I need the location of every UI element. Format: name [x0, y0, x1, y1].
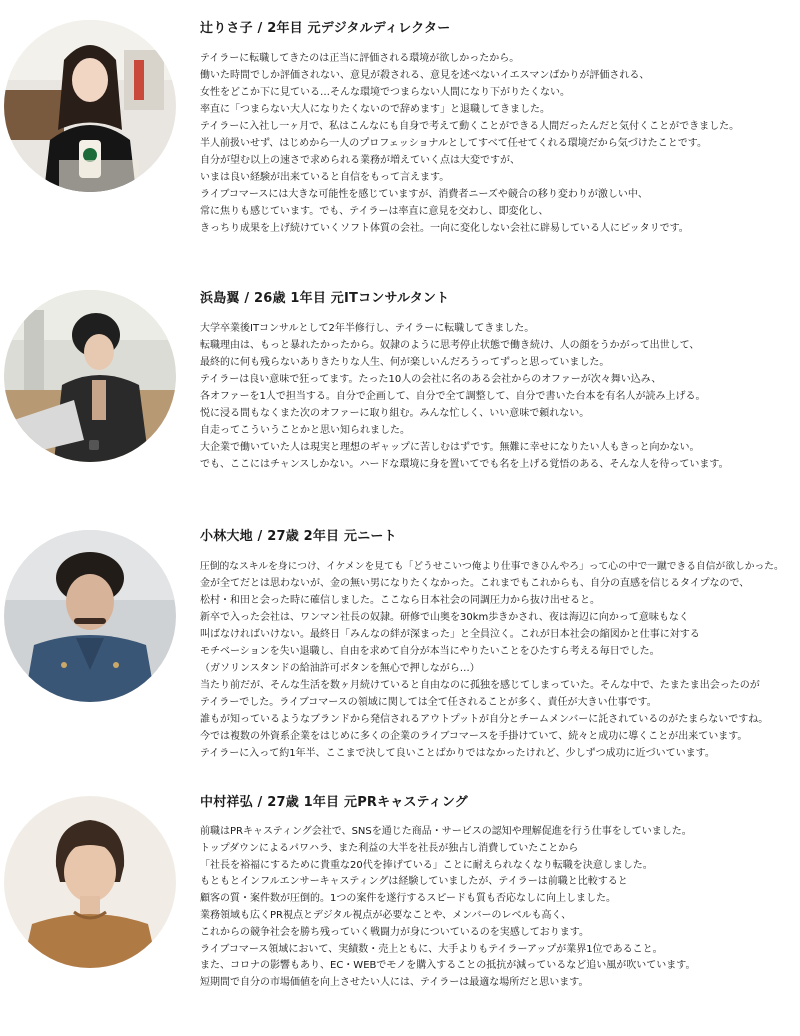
avatar-photo-man-tshirt	[4, 796, 176, 968]
bio-line: 短期間で自分の市場価値を向上させたい人には、テイラーは最適な場所だと思います。	[200, 977, 589, 989]
avatar-photo-woman	[4, 20, 176, 192]
bio-line: 圧倒的なスキルを身につけ、イケメンを見ても「どうせこいつ俺より仕事できひんやろ」って心の中で一蹴できる自信が欲しかった。	[200, 561, 784, 572]
member-bio	[200, 50, 790, 237]
bio-line: モチベーションを失い退職し、自由を求めて自分が本当にやりたいことをひたすら考える毎日でした。	[200, 646, 660, 657]
member-name: 中村祥弘 / 27歳 1年目 元PRキャスティング	[200, 795, 468, 810]
bio-line: 当たり前だが、そんな生活を数ヶ月続けていると自由なのに孤独を感じてしまっていた。そんな中で、たまたま出会ったのが	[200, 680, 760, 691]
bio-line: これからの競争社会を勝ち残っていく戦闘力が身についているのを実感しております。	[200, 926, 589, 938]
bio-line: 自分が望む以上の速さで求められる業務が増えていく点は大変ですが、	[200, 155, 520, 166]
profile-content	[200, 792, 790, 992]
member-bio	[200, 824, 790, 992]
bio-line: 大学卒業後ITコンサルとして2年半修行し、テイラーに転職してきました。	[200, 323, 535, 334]
bio-line: きっちり成果を上げ続けていくソフト体質の会社。一向に変化しない会社に辟易している人にピッタリです。	[200, 223, 689, 234]
bio-line: 最終的に何も残らないありきたりな人生、何が楽しいんだろうってずっと思っていました。	[200, 357, 610, 368]
member-name: 辻りさ子 / 2年目 元デジタルディレクター	[200, 21, 451, 36]
bio-line: 新卒で入った会社は、ワンマン社長の奴隷。研修で山奥を30km歩きかされ、夜は海辺に向かって意味もなく	[200, 612, 689, 623]
bio-line: 率直に「つまらない大人になりたくないので辞めます」と退職してきました。	[200, 104, 550, 115]
bio-line: 誰もが知っているようなブランドから発信されるアウトプットが自分とチームメンバーに託されているのがたまらないですね。	[200, 714, 769, 725]
member-name: 浜島翼 / 26歳 1年目 元ITコンサルタント	[200, 291, 450, 306]
bio-line: （ガソリンスタンドの給油許可ボタンを無心で押しながら…）	[200, 663, 480, 674]
avatar-photo-man-laptop	[4, 290, 176, 462]
bio-line: 顧客の質・案件数が圧倒的。1つの案件を遂行するスピードも質も否応なしに向上しました。	[200, 893, 616, 905]
bio-line: もともとインフルエンサーキャスティングは経験していましたが、テイラーは前職と比較すると	[200, 876, 628, 888]
profile-content	[200, 288, 790, 473]
bio-line: テイラーでした。ライブコマースの領域に関しては全て任されることが多く、責任が大きい仕事です。	[200, 697, 657, 708]
profile-content	[200, 18, 790, 237]
member-bio	[200, 320, 790, 473]
bio-line: 働いた時間でしか評価されない、意見が殺される、意見を述べないイエスマンばかりが評価される、	[200, 70, 650, 81]
avatar	[4, 530, 176, 702]
bio-line: 今では複数の外資系企業をはじめに多くの企業のライブコマースを手掛けていて、続々と成功に導くことが出来ています。	[200, 731, 748, 742]
avatar	[4, 290, 176, 462]
bio-line: テイラーは良い意味で狂ってます。たった10人の会社に名のある会社からのオファーが次々舞い込み、	[200, 374, 662, 385]
bio-line: 悦に浸る間もなくまた次のオファーに取り組む。みんな忙しく、いい意味で頼れない。	[200, 408, 590, 419]
bio-line: ライブコマース領域において、実績数・売上ともに、大手よりもテイラーアップが業界1位であること。	[200, 943, 663, 955]
bio-line: 各オファーを1人で担当する。自分で企画して、自分で全て調整して、自分で書いた台本を有名人が読み上げる。	[200, 391, 706, 402]
profile-content	[200, 526, 790, 762]
avatar-photo-man-denim	[4, 530, 176, 702]
bio-line: いまは良い経験が出来ていると自信をもって言えます。	[200, 172, 450, 183]
avatar	[4, 20, 176, 192]
bio-line: 前職はPRキャスティング会社で、SNSを通じた商品・サービスの認知や理解促進を行う仕事をしていました。	[200, 826, 692, 837]
bio-line: テイラーに入社し一ヶ月で、私はこんなにも自身で考えて動くことができる人間だったんだと気付くことができました。	[200, 121, 740, 132]
bio-line: ライブコマースには大きな可能性を感じていますが、消費者ニーズや競合の移り変わりが激しい中、	[200, 189, 648, 200]
bio-line: テイラーに転職してきたのは正当に評価される環境が欲しかったから。	[200, 53, 520, 64]
bio-line: 業務領域も広くPR視点とデジタル視点が必要なことや、メンバーのレベルも高く、	[200, 909, 572, 921]
bio-line: また、コロナの影響もあり、EC・WEBでモノを購入することの抵抗が減っているなど追い風が吹いています。	[200, 960, 696, 972]
bio-line: 転職理由は、もっと暴れたかったから。奴隷のように思考停止状態で働き続け、人の顔をうかがって出世して、	[200, 340, 700, 351]
bio-line: 女性をどこか下に見ている…そんな環境でつまらない人間になり下がりたくない。	[200, 87, 570, 98]
avatar	[4, 796, 176, 968]
bio-line: 大企業で働いていた人は現実と理想のギャップに苦しむはずです。無難に幸せになりたい人もきっと向かない。	[200, 442, 700, 453]
bio-line: 自走ってこういうことかと思い知られました。	[200, 425, 410, 436]
bio-line: 金が全てだとは思わないが、金の無い男になりたくなかった。これまでもこれからも、自分の直感を信じるタイプなので、	[200, 578, 750, 589]
bio-line: でも、ここにはチャンスしかない。ハードな環境に身を置いてでも名を上げる覚悟のある、そんな人を待っています。	[200, 459, 729, 470]
bio-line: トップダウンによるパワハラ、また利益の大半を社長が独占し消費していたことから	[200, 842, 579, 854]
member-name: 小林大地 / 27歳 2年目 元ニート	[200, 529, 397, 544]
bio-line: テイラーに入って約1年半、ここまで決して良いことばかりではなかったけれど、少しずつ成功に近づいています。	[200, 748, 715, 759]
member-bio	[200, 558, 790, 762]
bio-line: 松村・和田と会った時に確信しました。ここなら日本社会の同調圧力から抜け出せると。	[200, 595, 600, 606]
bio-line: 「社長を裕福にするために貴重な20代を捧げている」ことに耐えられなくなり転職を決意しました。	[200, 859, 653, 871]
bio-line: 叫ばなければいけない。最終日「みんなの絆が深まった」と全員泣く。これが日本社会の縮図かと仕事に対する	[200, 629, 700, 640]
bio-line: 常に焦りも感じています。でも、テイラーは率直に意見を交わし、即変化し、	[200, 206, 549, 217]
bio-line: 半人前扱いせず、はじめから一人のプロフェッショナルとしてすべて任せてくれる環境だから気づけたことです。	[200, 138, 707, 149]
